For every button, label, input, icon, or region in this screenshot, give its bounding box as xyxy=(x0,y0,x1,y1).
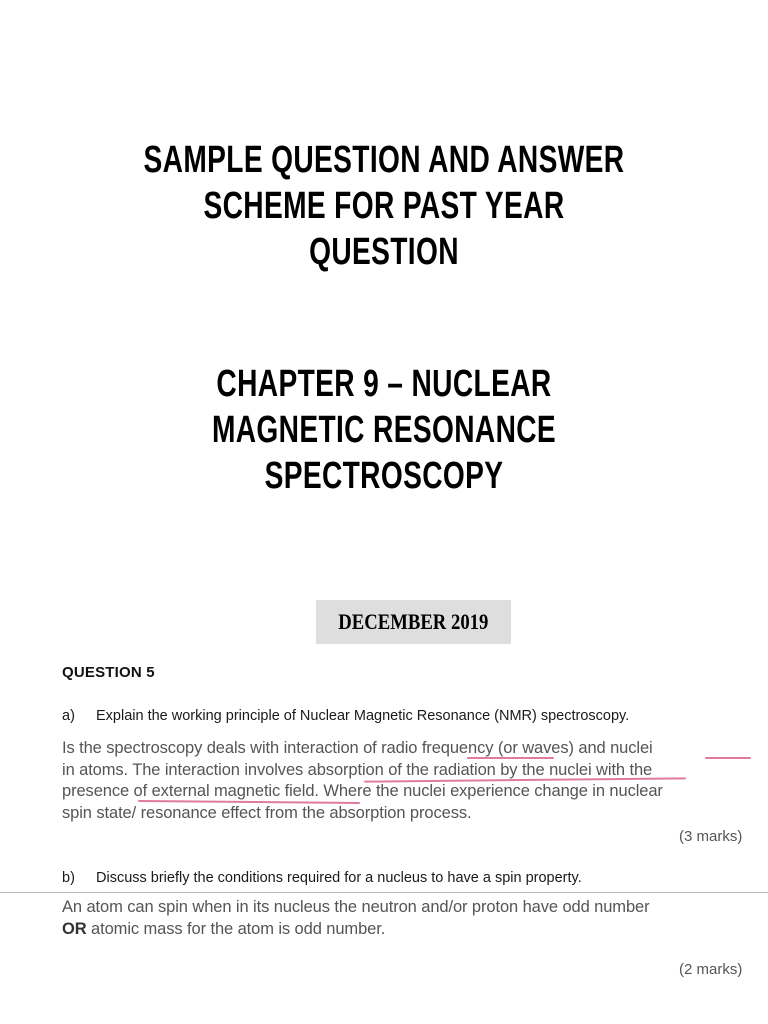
question-label: QUESTION 5 xyxy=(62,664,155,681)
answer-a-line: spin state/ resonance effect from the absorption process. xyxy=(62,803,472,822)
answer-a-line: presence of external magnetic field. Where the nuclei experience change in nuclear xyxy=(62,782,663,800)
highlight-underline xyxy=(467,757,554,759)
answer-b-line xyxy=(62,919,650,941)
part-a-marker: a) xyxy=(62,708,75,724)
title-line: SAMPLE QUESTION AND ANSWER xyxy=(143,139,625,181)
part-a-text: Explain the working principle of Nuclear Magnetic Resonance (NMR) spectroscopy. xyxy=(96,708,630,724)
chapter-heading xyxy=(100,361,668,499)
title-line: SCHEME FOR PAST YEAR xyxy=(203,185,565,227)
chapter-line: MAGNETIC RESONANCE xyxy=(211,409,557,451)
answer-a-line: Is the spectroscopy deals with interaction of radio frequency (or waves) and nuclei xyxy=(62,739,653,757)
answer-a xyxy=(62,738,663,824)
chapter-line: CHAPTER 9 – NUCLEAR xyxy=(216,363,552,405)
marks-b: (2 marks) xyxy=(679,961,743,978)
answer-a-line: in atoms. The interaction involves absorption of the radiation by the nuclei with the xyxy=(62,760,653,779)
title-line: QUESTION xyxy=(309,231,459,273)
divider xyxy=(0,892,768,893)
date-badge xyxy=(316,600,511,644)
answer-b-line: An atom can spin when in its nucleus the neutron and/or proton have odd number xyxy=(62,898,650,916)
or-keyword: OR xyxy=(62,919,87,938)
part-b-marker: b) xyxy=(62,870,75,886)
part-b-text: Discuss briefly the conditions required for a nucleus to have a spin property. xyxy=(96,870,582,886)
chapter-line: SPECTROSCOPY xyxy=(264,455,504,497)
marks-a: (3 marks) xyxy=(679,828,743,845)
date-label: DECEMBER 2019 xyxy=(338,609,489,634)
answer-b xyxy=(62,897,650,940)
answer-b-line-rest: atomic mass for the atom is odd number. xyxy=(86,919,386,938)
highlight-underline xyxy=(705,757,751,759)
document-title xyxy=(100,137,668,275)
